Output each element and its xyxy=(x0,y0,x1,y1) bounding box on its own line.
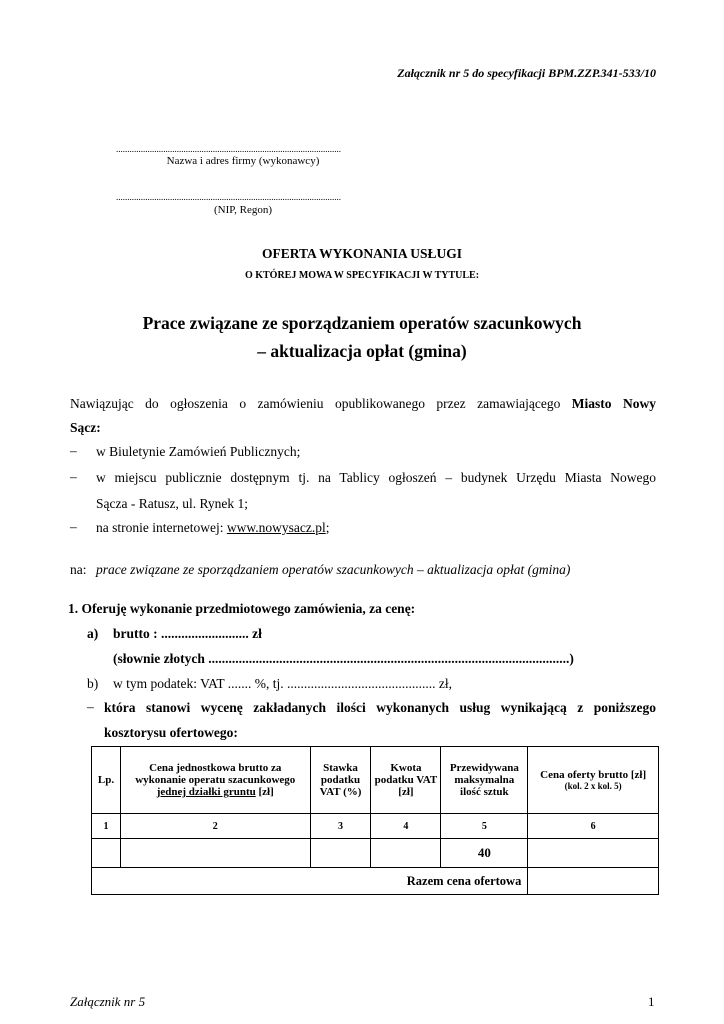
header-quantity: Przewidywana maksymalna ilość sztuk xyxy=(441,747,528,814)
item-b-label: b) xyxy=(87,676,99,691)
total-row xyxy=(92,868,659,895)
bullet-mark: – xyxy=(70,443,77,458)
subject-line-1: Prace związane ze sporządzaniem operatów szacunkowych xyxy=(142,313,582,333)
cell-lp[interactable] xyxy=(92,839,121,868)
intro-paragraph xyxy=(70,392,656,416)
website-prefix: na stronie internetowej: xyxy=(96,520,224,535)
column-number: 6 xyxy=(528,814,659,839)
offer-title: OFERTA WYKONANIA USŁUGI xyxy=(261,246,463,261)
cell-unit-price[interactable] xyxy=(120,839,310,868)
nip-label: (NIP, Regon) xyxy=(213,204,273,216)
item-a-words: (słownie złotych ...........................................................................................................) xyxy=(113,651,574,666)
na-text: prace związane ze sporządzaniem operatów szacunkowych – aktualizacja opłat (gmina) xyxy=(96,562,571,577)
item-a-label: a) xyxy=(87,626,99,641)
header-vat-amount: Kwota podatku VAT [zł] xyxy=(371,747,441,814)
contracting-authority-name: Miasto Nowy xyxy=(571,396,657,411)
column-number: 4 xyxy=(371,814,441,839)
bullet-board-line-1: w miejscu publicznie dostępnym tj. na Tablicy ogłoszeń – budynek Urzędu Miasta Nowego xyxy=(96,470,656,485)
cell-vat-amount[interactable] xyxy=(371,839,441,868)
header-total-price-label: Cena oferty brutto [zł] xyxy=(540,769,647,781)
table-header-row xyxy=(92,747,659,814)
cost-estimate-table xyxy=(91,746,659,895)
cell-vat-rate[interactable] xyxy=(310,839,371,868)
header-unit-price xyxy=(120,747,310,814)
column-number: 1 xyxy=(92,814,121,839)
website-suffix: ; xyxy=(325,520,330,535)
item-a-gross: brutto : .......................... zł xyxy=(113,626,262,641)
bullet-website xyxy=(96,516,329,540)
table-row xyxy=(92,839,659,868)
header-vat-rate: Stawka podatku VAT (%) xyxy=(310,747,371,814)
cell-quantity: 40 xyxy=(441,839,528,868)
column-number: 2 xyxy=(120,814,310,839)
website-link[interactable]: www.nowysacz.pl xyxy=(226,520,326,535)
dash-mark: – xyxy=(87,699,94,714)
total-value-cell[interactable] xyxy=(528,868,659,895)
bullet-bzp: w Biuletynie Zamówień Publicznych; xyxy=(96,444,301,459)
document-reference: Załącznik nr 5 do specyfikacji BPM.ZZP.341-533/10 xyxy=(397,66,656,80)
footer-attachment-label: Załącznik nr 5 xyxy=(70,994,146,1009)
company-fill-line: .................................................................................................... xyxy=(116,144,341,154)
company-label: Nazwa i adres firmy (wykonawcy) xyxy=(166,155,320,167)
na-prefix: na: xyxy=(70,562,87,577)
header-total-price-note: (kol. 2 x kol. 5) xyxy=(564,781,622,791)
cell-total-price[interactable] xyxy=(528,839,659,868)
column-number: 3 xyxy=(310,814,371,839)
header-unit-price-line-2: wykonanie operatu szacunkowego xyxy=(135,774,296,786)
page-number: 1 xyxy=(648,994,655,1009)
column-number: 5 xyxy=(441,814,528,839)
bullet-mark: – xyxy=(70,519,77,534)
contracting-authority-name-end: Sącz: xyxy=(70,420,101,435)
header-unit-price-unit: [zł] xyxy=(258,786,274,798)
column-number-row xyxy=(92,814,659,839)
intro-text: Nawiązując do ogłoszenia o zamówieniu opublikowanego przez zamawiającego xyxy=(70,396,561,411)
subject-line-2: – aktualizacja opłat (gmina) xyxy=(257,341,467,361)
offer-heading: 1. Oferuję wykonanie przedmiotowego zamówienia, za cenę: xyxy=(68,601,416,616)
total-label: Razem cena ofertowa xyxy=(92,868,528,895)
offer-subtitle: O KTÓREJ MOWA W SPECYFIKACJI W TYTULE: xyxy=(244,270,480,281)
header-unit-price-line-1: Cena jednostkowa brutto za xyxy=(149,762,282,774)
cost-estimate-line-1: która stanowi wycenę zakładanych ilości wykonanych usług wynikającą z poniższego xyxy=(104,700,656,715)
bullet-board-line-2: Sącza - Ratusz, ul. Rynek 1; xyxy=(96,496,249,511)
cost-estimate-line-2: kosztorysu ofertowego: xyxy=(104,725,238,740)
header-unit-price-line-3: jednej działki gruntu xyxy=(156,786,256,798)
nip-fill-line: .................................................................................................... xyxy=(116,192,341,202)
header-lp: Lp. xyxy=(92,747,121,814)
header-total-price xyxy=(528,747,659,814)
item-b-vat: w tym podatek: VAT ....... %, tj. ............................................ zł, xyxy=(113,676,452,691)
bullet-mark: – xyxy=(70,469,77,484)
